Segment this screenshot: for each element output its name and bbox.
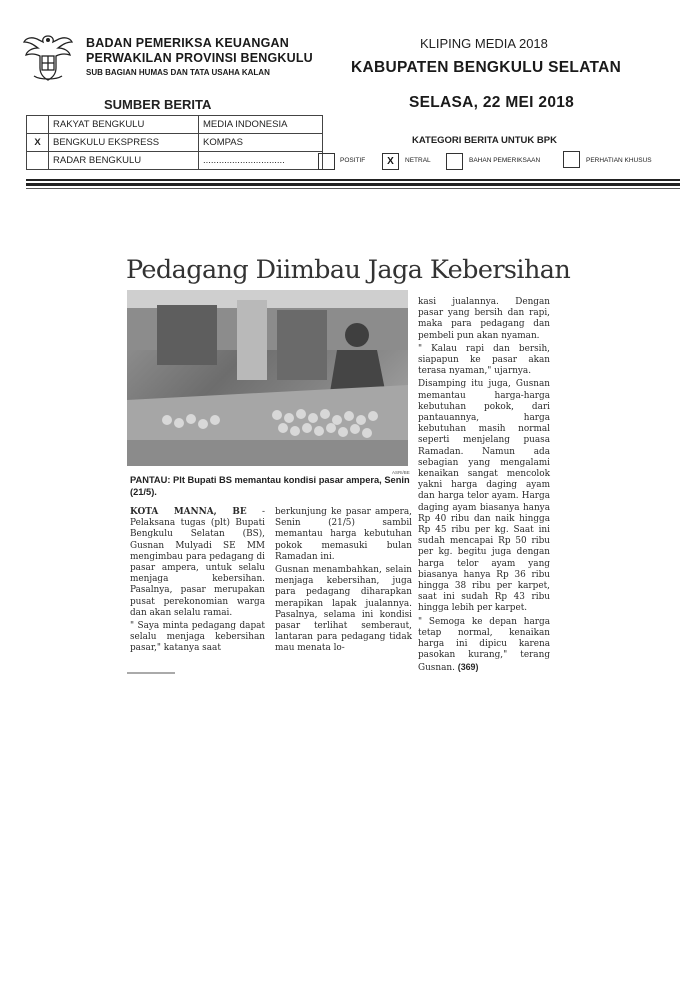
source-name: BENGKULU EKSPRESS xyxy=(49,134,199,152)
kliping-title: KLIPING MEDIA 2018 xyxy=(420,36,548,51)
source-name: RADAR BENGKULU xyxy=(49,152,199,170)
org-name: BADAN PEMERIKSA KEUANGAN xyxy=(86,36,289,50)
article-column-3 xyxy=(418,297,550,674)
category-label: NETRAL xyxy=(405,157,431,164)
table-row xyxy=(27,134,323,152)
article-paragraph-text: - Pelaksana tugas (plt) Bupati Bengkulu Selatan (BS), Gusnan Mulyadi SE MM mengimbau para pedagang di pasar ampera, untuk selalu menjaga kebersihan. Pasalnya, pasar merupakan pusat perekonomian warga dan akan selalu ramai. xyxy=(130,507,265,618)
source-name: MEDIA INDONESIA xyxy=(199,116,323,134)
clipping-date: SELASA, 22 MEI 2018 xyxy=(409,94,575,111)
article-paragraph: Gusnan menambahkan, selain menjaga kebersihan, juga para pedagang diharapkan merapikan lapak jualannya. Pasalnya, selama ini kondisi pasar terlihat semberaut, lantaran para pedagang tidak mau menata lo- xyxy=(275,565,412,654)
organization-block xyxy=(86,36,313,80)
source-name: RAKYAT BENGKULU xyxy=(49,116,199,134)
article-paragraph: Disamping itu juga, Gusnan memantau harga-harga kebutuhan pokok, dari pantauannya, harga kebutuhan masih normal seperti menjelang puasa Ramadan. Namun ada sebagian yang mengalami kenaikan sangat mencolok yakni harga daging ayam dan harga telor ayam. Harga daging ayam biasanya hanya Rp 40 ribu dan naik hingga Rp 45 ribu per kg. Saat ini sudah mencapai Rp 50 ribu per kg. begitu juga dengan harga telor ayam yang biasanya hanya Rp 36 ribu hingga 38 ribu per karpet, saat ini sudah Rp 43 ribu hingga lebih per karpet. xyxy=(418,379,550,614)
article-paragraph: berkunjung ke pasar ampera, Senin (21/5) sambil memantau harga kebutuhan pokok memasuki bulan Ramadan ini. xyxy=(275,507,412,562)
category-checkbox: X xyxy=(382,153,399,170)
region-title: KABUPATEN BENGKULU SELATAN xyxy=(351,59,622,76)
article-headline: Pedagang Diimbau Jaga Kebersihan xyxy=(126,255,571,285)
article-signature: (369) xyxy=(457,661,479,672)
header-divider xyxy=(26,183,680,186)
category-label: POSITIF xyxy=(340,157,366,164)
photo-credit: ASRI/BE xyxy=(392,470,410,475)
market-photo-icon xyxy=(127,290,408,466)
org-subdivision: SUB BAGIAN HUMAS DAN TATA USAHA KALAN xyxy=(86,68,270,77)
article-paragraph-text: " Semoga ke depan harga tetap normal, kenaikan harga ini dipicu karena pasokan kurang," terang Gusnan. xyxy=(418,616,550,673)
garuda-emblem-icon xyxy=(22,28,74,84)
source-name: ............................... xyxy=(199,152,323,170)
source-name: KOMPAS xyxy=(199,134,323,152)
news-source-title: SUMBER BERITA xyxy=(104,97,212,112)
category-checkbox xyxy=(318,153,335,170)
article-dateline: KOTA MANNA, BE xyxy=(130,507,247,517)
photo-caption: PANTAU: Plt Bupati BS memantau kondisi pasar ampera, Senin (21/5). xyxy=(130,475,410,497)
category-checkbox xyxy=(446,153,463,170)
source-checkbox xyxy=(27,116,49,134)
article-paragraph xyxy=(418,617,550,674)
category-label: PERHATIAN KHUSUS xyxy=(586,157,652,164)
article-paragraph xyxy=(130,507,265,619)
article-paragraph: kasi jualannya. Dengan pasar yang bersih dan rapi, maka para pedagang dan pembeli pun akan nyaman. xyxy=(418,297,550,341)
org-office: PERWAKILAN PROVINSI BENGKULU xyxy=(86,51,313,65)
header-divider xyxy=(26,188,680,189)
category-row xyxy=(0,151,696,173)
table-row xyxy=(27,116,323,134)
article-column-2 xyxy=(275,507,412,655)
category-checkbox xyxy=(563,151,580,168)
article-paragraph: " Kalau rapi dan bersih, siapapun ke pasar akan terasa nyaman," ujarnya. xyxy=(418,343,550,377)
clipping-tail-mark xyxy=(127,672,175,674)
header-divider xyxy=(26,179,680,181)
article-photo xyxy=(127,290,408,466)
category-label: BAHAN PEMERIKSAAN xyxy=(469,157,541,164)
article-column-1 xyxy=(130,507,265,655)
article-paragraph: " Saya minta pedagang dapat selalu menjaga kebersihan pasar," katanya saat xyxy=(130,621,265,654)
category-title: KATEGORI BERITA UNTUK BPK xyxy=(412,135,557,146)
source-checkbox: X xyxy=(27,134,49,152)
